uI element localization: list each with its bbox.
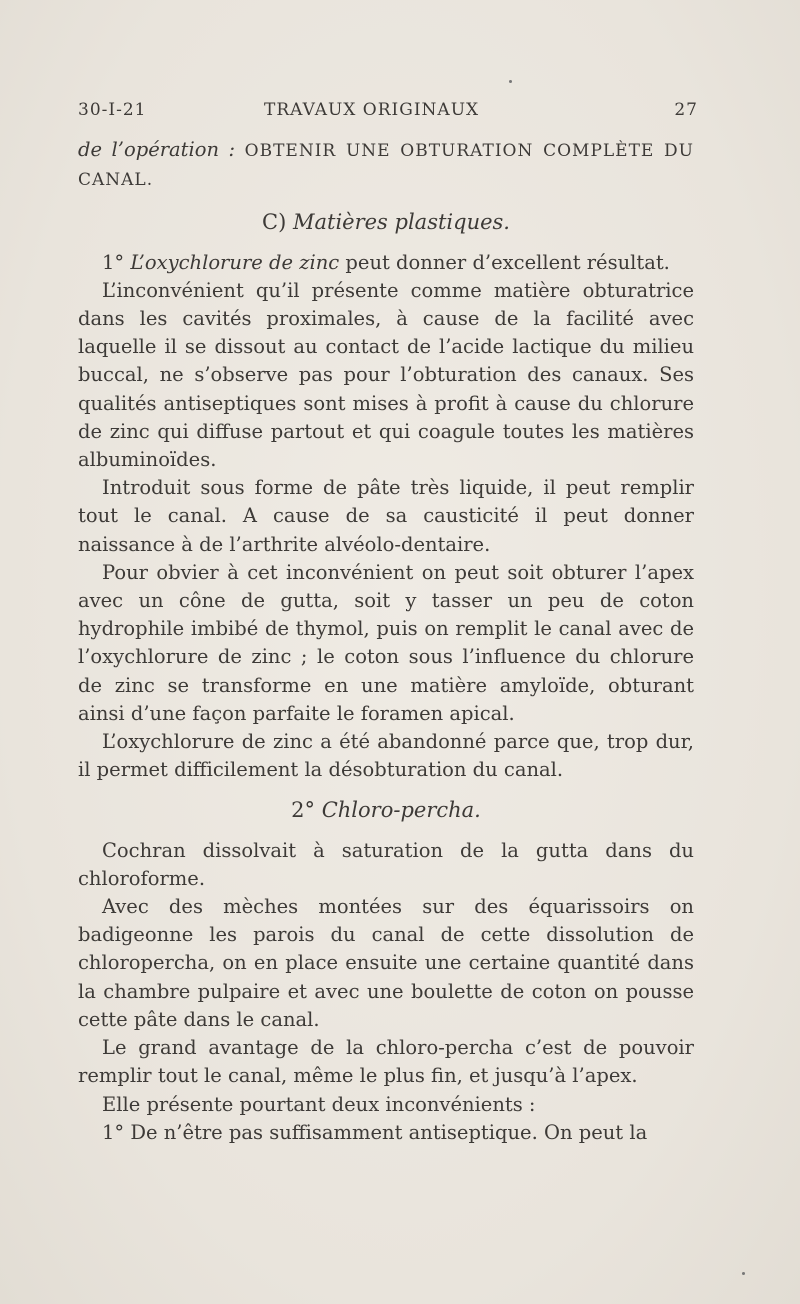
- running-header: [78, 100, 698, 126]
- paragraph: L’inconvénient qu’il présente comme matière obturatrice dans les cavités proximales, à cause de la facilité avec laquelle il se dissout au contact de l’acide lactique du milieu buccal, ne s’observe pas pour l’obturation des canaux. Ses qualités antiseptiques sont mises à profit à cause du chlorure de zinc qui diffuse partout et qui coagule toutes les matières albuminoïdes.: [78, 278, 694, 472]
- section-heading-2-number: 2°: [291, 798, 316, 823]
- header-section-title: TRAVAUX ORIGINAUX: [264, 100, 480, 120]
- section-heading-2-title: Chloro-percha.: [321, 798, 481, 823]
- intro-italic: de l’opération :: [78, 138, 236, 161]
- oxychlorure-term: L’oxychlorure de zinc: [130, 250, 340, 274]
- paragraph: Pour obvier à cet inconvénient on peut soit obturer l’apex avec un cône de gutta, soit y tasser un peu de coton hydrophile imbibé de thymol, puis on remplit le canal avec de l’oxychlorure de zinc ; le coton sous l’influence du chlorure de zinc se transforme en une matière amyloïde, obturant ainsi d’une façon parfaite le foramen apical.: [78, 560, 694, 725]
- paragraph: Elle présente pourtant deux inconvénients :: [102, 1092, 536, 1116]
- paper-speck: [742, 1272, 745, 1275]
- section-heading-c: [78, 208, 694, 236]
- intro-line: [78, 136, 694, 194]
- oxychlorure-rest: peut donner d’excellent résultat.: [345, 250, 670, 274]
- section-heading-2: [78, 796, 694, 824]
- paragraph: Introduit sous forme de pâte très liquide, il peut remplir tout le canal. A cause de sa causticité il peut donner naissance à de l’arthrite alvéolo-dentaire.: [78, 476, 694, 556]
- intro-caps: OBTENIR UNE OBTURATION COMPLÈTE DU CANAL.: [78, 141, 694, 191]
- paragraph: Le grand avantage de la chloro-percha c’est de pouvoir remplir tout le canal, même le plus fin, et jusqu’à l’apex.: [78, 1036, 694, 1088]
- paragraph: Avec des mèches montées sur des équarissoirs on badigeonne les parois du canal de cette dissolution de chloropercha, on en place ensuite une certaine quantité dans la chambre pulpaire et avec une boulette de coton on pousse cette pâte dans le canal.: [78, 895, 694, 1031]
- paper-speck: [509, 80, 512, 83]
- section-heading-c-title: Matières plastiques.: [292, 210, 510, 235]
- body-text: [78, 136, 694, 1147]
- section-heading-c-prefix: C): [262, 210, 287, 235]
- paragraph: Cochran dissolvait à saturation de la gutta dans du chloroforme.: [78, 838, 694, 890]
- paragraph: L’oxychlorure de zinc a été abandonné parce que, trop dur, il permet difficilement la désobturation du canal.: [78, 730, 694, 782]
- oxychlorure-paragraph: [78, 249, 694, 277]
- oxychlorure-number: 1°: [102, 250, 125, 274]
- header-date: 30-I-21: [78, 100, 147, 120]
- paragraph: 1° De n’être pas suffisamment antiseptique. On peut la: [102, 1120, 648, 1144]
- page-number: 27: [674, 100, 698, 120]
